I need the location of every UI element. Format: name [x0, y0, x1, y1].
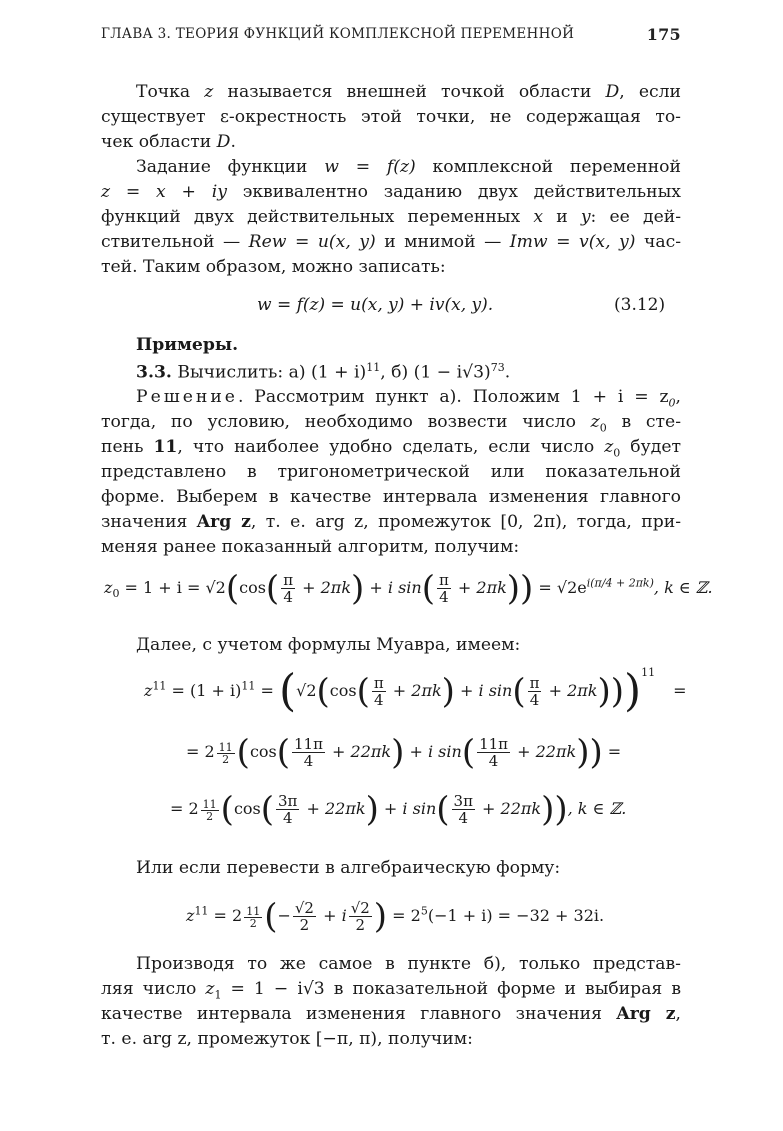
equation-3-12: w = f(z) = u(x, y) + iv(x, y).	[257, 295, 494, 315]
final-line1: Производя то же самое в пункте б), только представ-	[136, 954, 681, 974]
para1-line2: существует ε-окрестность этой точки, не содержащая то-	[101, 107, 681, 127]
solution-line3: пень 11, что наиболее удобно сделать, если число $z_0$ будет	[101, 437, 681, 460]
moivre-text: Далее, с учетом формулы Муавра, имеем:	[136, 635, 521, 655]
para2-line2: z = x + iy эквивалентно заданию двух действительных	[101, 182, 681, 202]
solution-line5: форме. Выберем в качестве интервала изменения главного	[101, 487, 681, 507]
algebraic-text: Или если перевести в алгебраическую форму:	[136, 858, 561, 878]
para2-line3: функций двух действительных переменных x и y: ее дей-	[101, 207, 682, 227]
example-3-3: 3.3. Вычислить: а) $(1 + i)^{11}$, б) $(1 - i√3)^{73}$.	[136, 361, 511, 383]
final-line2: ляя число $z_1 = 1 - i√3$ в показательной форме и выбирая в	[101, 979, 681, 1002]
solution-line2: тогда, по условию, необходимо возвести число $z_0$ в сте-	[101, 412, 681, 435]
para2-line4: ствительной — Rew = u(x, y) и мнимой — Imw = v(x, y) час-	[101, 232, 682, 252]
para2-line1: Задание функции w = f(z) комплексной переменной	[136, 157, 681, 177]
equation-moivre-1: $z^{11} = (1 + i)^{11} = (√2(\cos$( $\frac{\pi}{4}$ + 2πk) + i sin( $\frac{\pi}{4}$ + 2πk)))$^{11}$=	[144, 665, 687, 717]
equation-algebraic: $z^{11} = 2$ $\frac{11}{2}$ (− $\frac{√2}{2}$ + i $\frac{√2}{2}$ ) = $2^5(-1 + i) = -32 + 32i$.	[186, 896, 605, 937]
para1-line1: Точка z называется внешней точкой области D, если	[136, 82, 681, 102]
examples-heading: Примеры.	[136, 335, 239, 355]
solution-line6: значения Arg z, т. е. arg z, промежуток [0, 2π), тогда, при-	[101, 512, 682, 532]
equation-moivre-2: = 2 $\frac{11}{2}$ (cos( $\frac{11\pi}{4}$ + 22πk) + i sin( $\frac{11\pi}{4}$ + 22πk)) =	[186, 732, 622, 773]
running-header	[101, 26, 681, 42]
equation-number: (3.12)	[614, 295, 666, 315]
chapter-title: ГЛАВА 3. ТЕОРИЯ ФУНКЦИЙ КОМПЛЕКСНОЙ ПЕРЕМЕННОЙ	[101, 26, 575, 42]
final-line4: т. е. arg z, промежуток [−π, π), получим:	[101, 1029, 473, 1049]
solution-line4: представлено в тригонометрической или показательной	[101, 462, 681, 482]
solution-line7: меняя ранее показанный алгоритм, получим:	[101, 537, 520, 557]
solution-line1: Решение. Рассмотрим пункт а). Положим $1 + i = z_0$,	[136, 387, 681, 410]
equation-moivre-3: = 2 $\frac{11}{2}$ (cos( $\frac{3\pi}{4}$ + 22πk) + i sin( $\frac{3\pi}{4}$ + 22πk)), k ∈ ℤ.	[170, 789, 627, 830]
para1-line3: чек области D.	[101, 132, 236, 152]
final-line3: качестве интервала изменения главного значения Arg z,	[101, 1004, 681, 1024]
para2-line5: тей. Таким образом, можно записать:	[101, 257, 446, 277]
equation-z0: $z_0 = 1 + i = √2(\cos$( $\frac{\pi}{4}$ + 2πk) + i sin( $\frac{\pi}{4}$ + $2\pi k)) = √2e^{i(\pi/4 + 2\pi k)}$, k ∈ ℤ.	[104, 568, 713, 609]
page-number: 175	[646, 25, 681, 44]
